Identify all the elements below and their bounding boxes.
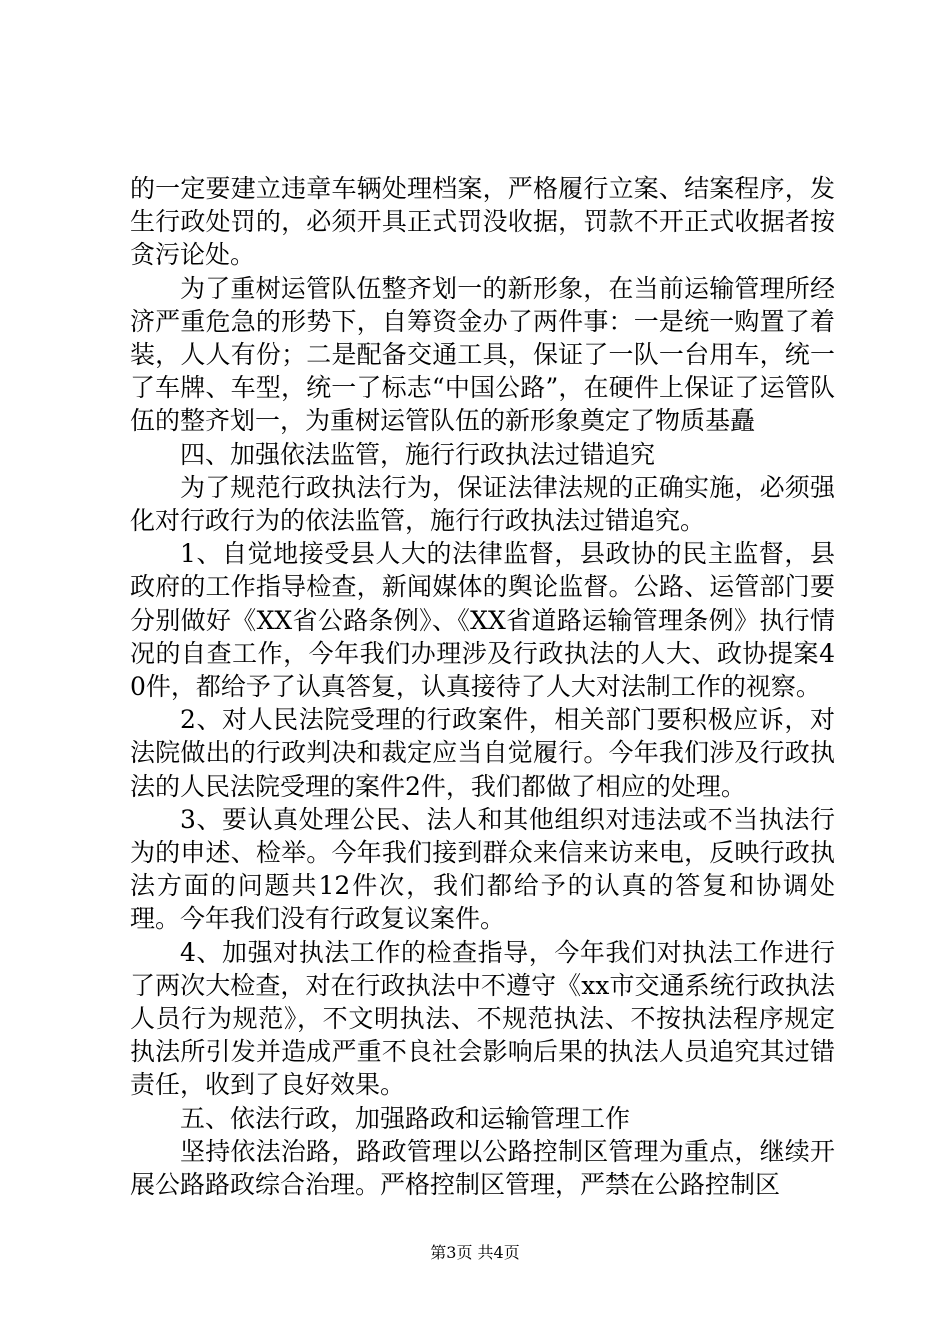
list-item: 1、自觉地接受县人大的法律监督，县政协的民主监督，县政府的工作指导检查，新闻媒体的舆论监督。公路、运管部门要分别做好《XX省公路条例》、《XX省道路运输管理条例》执行情况的自查工作，今年我们办理涉及行政执法的人大、政协提案40件，都给予了认真答复，认真接待了人大对法制工作的视察。: [130, 539, 835, 702]
list-item: 3、要认真处理公民、法人和其他组织对违法或不当执法行为的申述、检举。今年我们接到群众来信来访来电，反映行政执法方面的问题共12件次，我们都给予的认真的答复和协调处理。今年我们没有行政复议案件。: [130, 804, 835, 934]
document-body: [130, 172, 835, 1201]
paragraph: 坚持依法治路，路政管理以公路控制区管理为重点，继续开展公路路政综合治理。严格控制区管理，严禁在公路控制区: [130, 1136, 835, 1200]
list-item: 2、对人民法院受理的行政案件，相关部门要积极应诉，对法院做出的行政判决和裁定应当自觉履行。今年我们涉及行政执法的人民法院受理的案件2件，我们都做了相应的处理。: [130, 705, 835, 801]
paragraph: 为了规范行政执法行为，保证法律法规的正确实施，必须强化对行政行为的依法监管，施行行政执法过错追究。: [130, 472, 835, 536]
section-heading: 四、加强依法监管，施行行政执法过错追究: [180, 439, 656, 469]
section-heading: 五、依法行政，加强路政和运输管理工作: [180, 1103, 631, 1133]
page-number-footer: 第3页 共4页: [430, 1243, 520, 1262]
paragraph: 为了重树运管队伍整齐划一的新形象，在当前运输管理所经济严重危急的形势下，自筹资金办了两件事：一是统一购置了着装，人人有份；二是配备交通工具，保证了一队一台用车，统一了车牌、车型，统一了标志“中国公路”，在硬件上保证了运管队伍的整齐划一，为重树运管队伍的新形象奠定了物质基矗: [130, 273, 835, 436]
list-item: 4、加强对执法工作的检查指导，今年我们对执法工作进行了两次大检查，对在行政执法中不遵守《xx市交通系统行政执法人员行为规范》，不文明执法、不规范执法、不按执法程序规定执法所引发并造成严重不良社会影响后果的执法人员追究其过错责任，收到了良好效果。: [130, 937, 835, 1100]
paragraph: 的一定要建立违章车辆处理档案，严格履行立案、结案程序，发生行政处罚的，必须开具正式罚没收据，罚款不开正式收据者按贪污论处。: [130, 174, 835, 270]
